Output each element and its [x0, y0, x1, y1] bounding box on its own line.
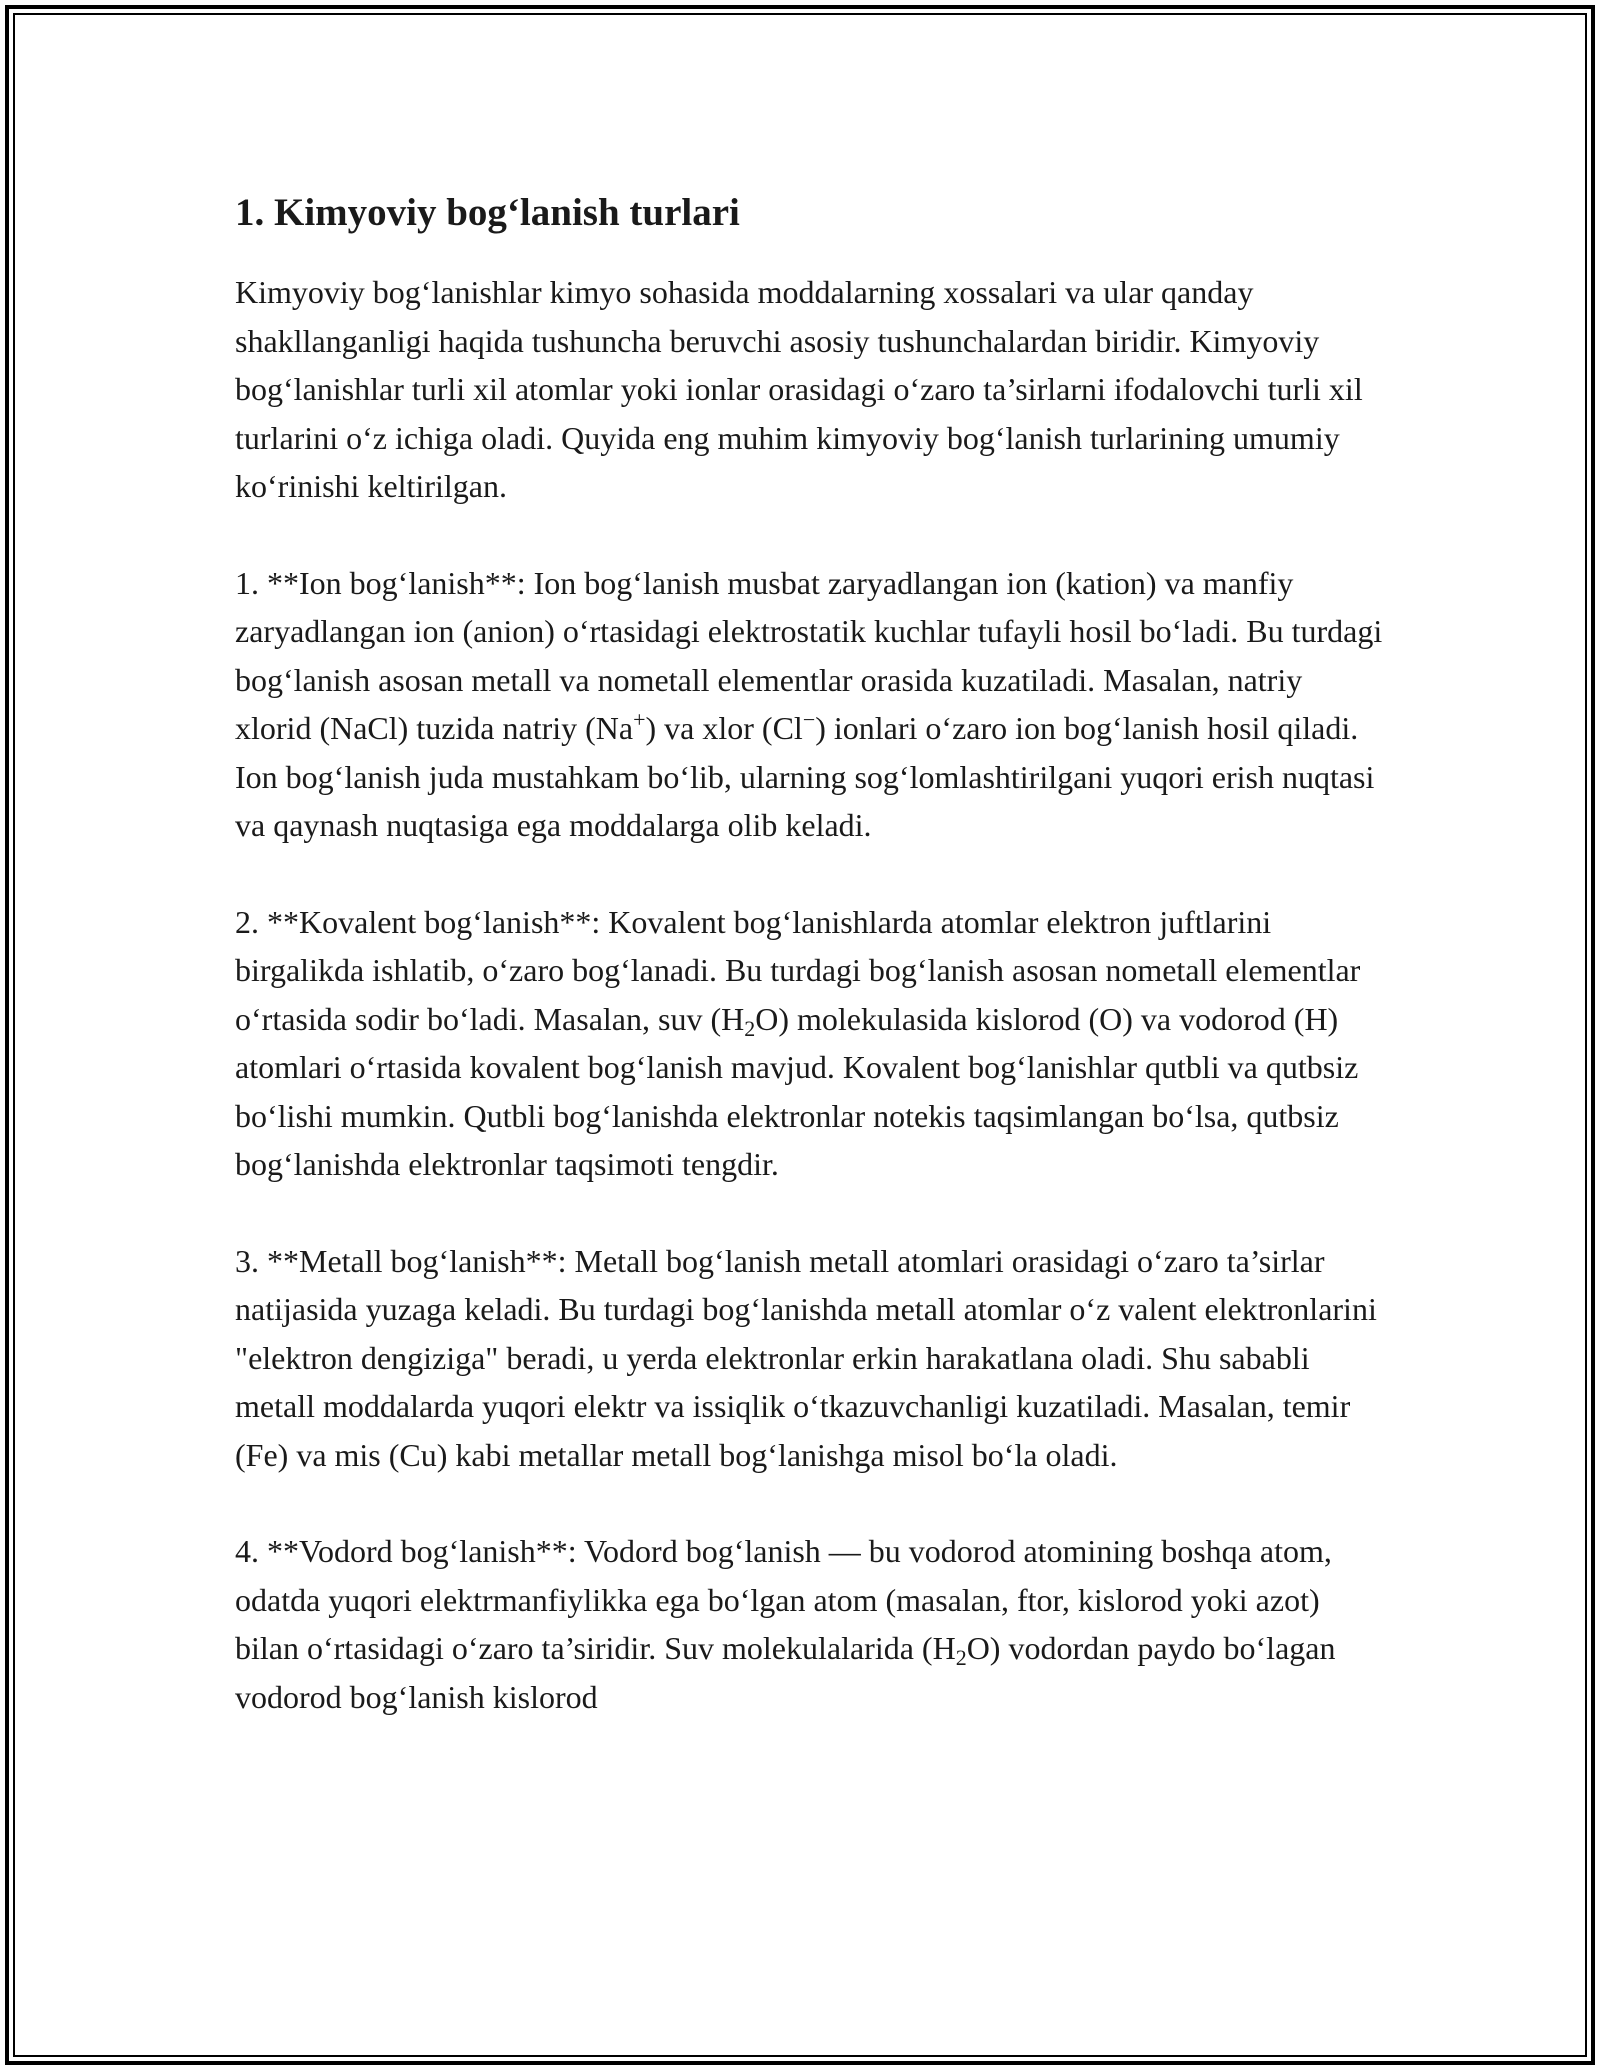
- water-subscript: 2: [744, 1015, 756, 1041]
- hydrogen-text-1: 4. **Vodord bog‘lanish**: Vodord bog‘lanish — bu vodorod atomining boshqa atom, odatda yuqori elektrmanfiylikka ega bo‘lgan atom (masalan, ftor, kislorod yoki azot) bilan o‘rtasidagi o‘zaro ta’siridir. Suv molekulalarida (H: [235, 1533, 1332, 1666]
- metallic-bond-paragraph: 3. **Metall bog‘lanish**: Metall bog‘lanish metall atomlari orasidagi o‘zaro ta’sirlar natijasida yuzaga keladi. Bu turdagi bog‘lanishda metall atomlar o‘z valent elektronlarini "elektron dengiziga" beradi, u yerda elektronlar erkin harakatlana oladi. Shu sababli metall moddalarda yuqori elektr va issiqlik o‘tkazuvchanligi kuzatiladi. Masalan, temir (Fe) va mis (Cu) kabi metallar metall bog‘lanishga misol bo‘la oladi.: [235, 1242, 1377, 1473]
- covalent-text-1: 2. **Kovalent bog‘lanish**: Kovalent bog‘lanishlarda atomlar elektron juftlarini birgalikda ishlatib, o‘zaro bog‘lanadi. Bu turdagi bog‘lanish asosan nometall elementlar o‘rtasida sodir bo‘ladi. Masalan, suv (H: [235, 903, 1361, 1037]
- chlorine-charge: −: [802, 707, 816, 732]
- ion-text-3: ) ionlari o‘zaro ion bog‘lanish hosil qiladi. Ion bog‘lanish juda mustahkam bo‘lib, ularning sog‘lomlashtirilgani yuqori erish nuqtasi va qaynash nuqtasiga ega moddalarga olib keladi.: [235, 710, 1375, 843]
- hydrogen-text-2: O) vodordan paydo bo‘lagan vodorod bog‘lanish kislorod: [235, 1630, 1336, 1715]
- sodium-charge: +: [633, 707, 646, 732]
- document-body: [235, 180, 1385, 1721]
- intro-paragraph: Kimyoviy bog‘lanishlar kimyo sohasida moddalarning xossalari va ular qanday shakllanganligi haqida tushuncha beruvchi asosiy tushunchalardan biridir. Kimyoviy bog‘lanishlar turli xil atomlar yoki ionlar orasidagi o‘zaro ta’sirlarni ifodalovchi turli xil turlarini o‘z ichiga oladi. Quyida eng muhim kimyoviy bog‘lanish turlarining umumiy ko‘rinishi keltirilgan.: [235, 274, 1363, 504]
- covalent-text-2: O) molekulasida kislorod (O) va vodorod (H) atomlari o‘rtasida kovalent bog‘lanish mavjud. Kovalent bog‘lanishlar qutbli va qutbsiz bo‘lishi mumkin. Qutbli bog‘lanishda elektronlar notekis taqsimlangan bo‘lsa, qutbsiz bog‘lanishda elektronlar taqsimoti tengdir.: [235, 1000, 1359, 1182]
- ion-bond-paragraph: [235, 559, 1385, 850]
- water-subscript-2: 2: [955, 1645, 967, 1670]
- section-heading: 1. Kimyoviy bog‘lanish turlari: [235, 191, 740, 234]
- covalent-bond-paragraph: [235, 898, 1385, 1189]
- ion-text-2: ) va xlor (Cl: [645, 710, 803, 746]
- hydrogen-bond-paragraph: [235, 1527, 1385, 1721]
- ion-text-1: 1. **Ion bog‘lanish**: Ion bog‘lanish musbat zaryadlangan ion (kation) va manfiy zaryadlangan ion (anion) o‘rtasidagi elektrostatik kuchlar tufayli hosil bo‘ladi. Bu turdagi bog‘lanish asosan metall va nometall elementlar orasida kuzatiladi. Masalan, natriy xlorid (NaCl) tuzida natriy (Na: [235, 564, 1383, 746]
